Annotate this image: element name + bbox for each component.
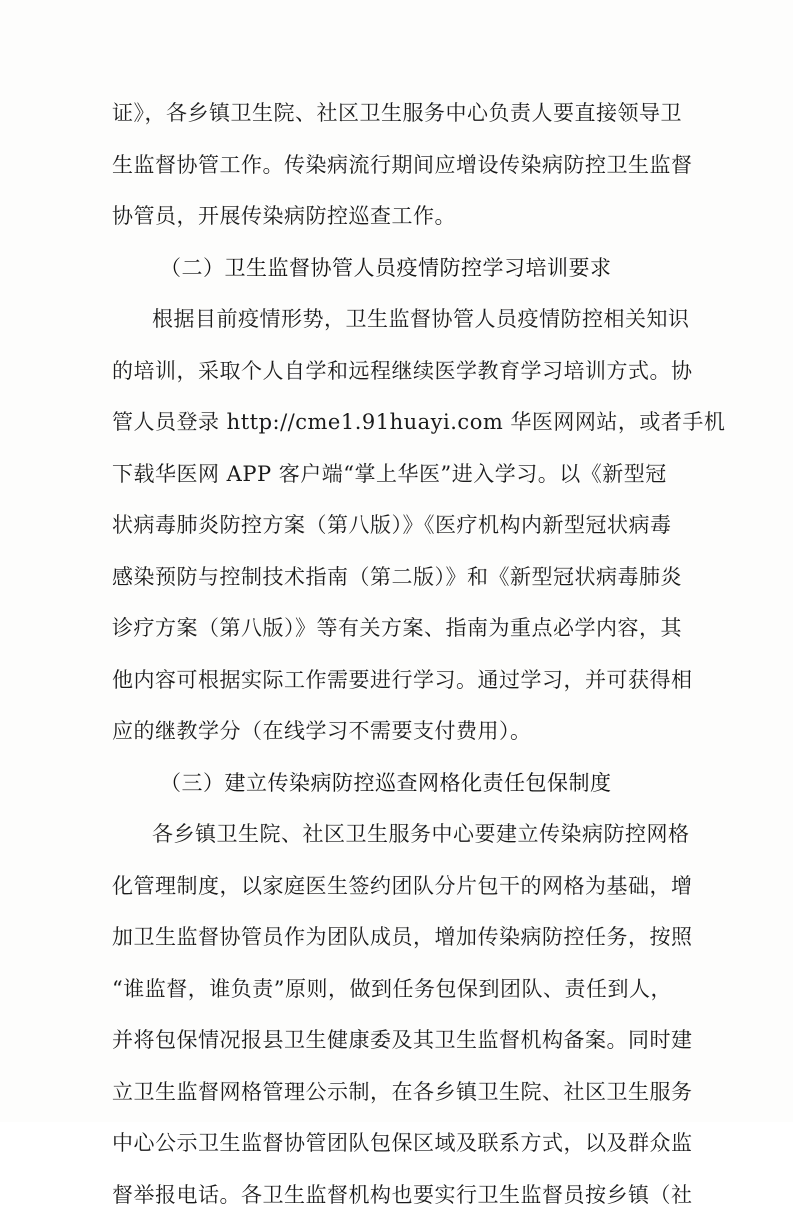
body-line: 中心公示卫生监督协管团队包保区域及联系方式，以及群众监 bbox=[112, 1118, 682, 1170]
body-line: 根据目前疫情形势，卫生监督协管人员疫情防控相关知识 bbox=[112, 294, 682, 346]
body-line: 立卫生监督网格管理公示制，在各乡镇卫生院、社区卫生服务 bbox=[112, 1067, 682, 1119]
body-line: 的培训，采取个人自学和远程继续医学教育学习培训方式。协 bbox=[112, 346, 682, 398]
document-body bbox=[112, 88, 682, 1221]
body-line: 督举报电话。各卫生监督机构也要实行卫生监督员按乡镇（社 bbox=[112, 1170, 682, 1221]
body-line: 诊疗方案（第八版）》等有关方案、指南为重点必学内容，其 bbox=[112, 603, 682, 655]
body-line: 下载华医网 APP 客户端“掌上华医”进入学习。以《新型冠 bbox=[112, 449, 682, 501]
body-line: 协管员，开展传染病防控巡查工作。 bbox=[112, 191, 682, 243]
body-line: 各乡镇卫生院、社区卫生服务中心要建立传染病防控网格 bbox=[112, 809, 682, 861]
section-heading: （二）卫生监督协管人员疫情防控学习培训要求 bbox=[112, 243, 682, 295]
body-line: 并将包保情况报县卫生健康委及其卫生监督机构备案。同时建 bbox=[112, 1015, 682, 1067]
body-line: 他内容可根据实际工作需要进行学习。通过学习，并可获得相 bbox=[112, 655, 682, 707]
body-line: “谁监督，谁负责”原则，做到任务包保到团队、责任到人， bbox=[112, 964, 682, 1016]
body-line: 管人员登录 http://cme1.91huayi.com 华医网网站，或者手机 bbox=[112, 397, 682, 449]
body-line: 证》，各乡镇卫生院、社区卫生服务中心负责人要直接领导卫 bbox=[112, 88, 682, 140]
body-line: 应的继教学分（在线学习不需要支付费用）。 bbox=[112, 706, 682, 758]
body-line: 生监督协管工作。传染病流行期间应增设传染病防控卫生监督 bbox=[112, 140, 682, 192]
body-line: 加卫生监督协管员作为团队成员，增加传染病防控任务，按照 bbox=[112, 912, 682, 964]
body-line: 化管理制度，以家庭医生签约团队分片包干的网格为基础，增 bbox=[112, 861, 682, 913]
body-line: 感染预防与控制技术指南（第二版）》和《新型冠状病毒肺炎 bbox=[112, 552, 682, 604]
section-heading: （三）建立传染病防控巡查网格化责任包保制度 bbox=[112, 758, 682, 810]
body-line: 状病毒肺炎防控方案（第八版）》《医疗机构内新型冠状病毒 bbox=[112, 500, 682, 552]
